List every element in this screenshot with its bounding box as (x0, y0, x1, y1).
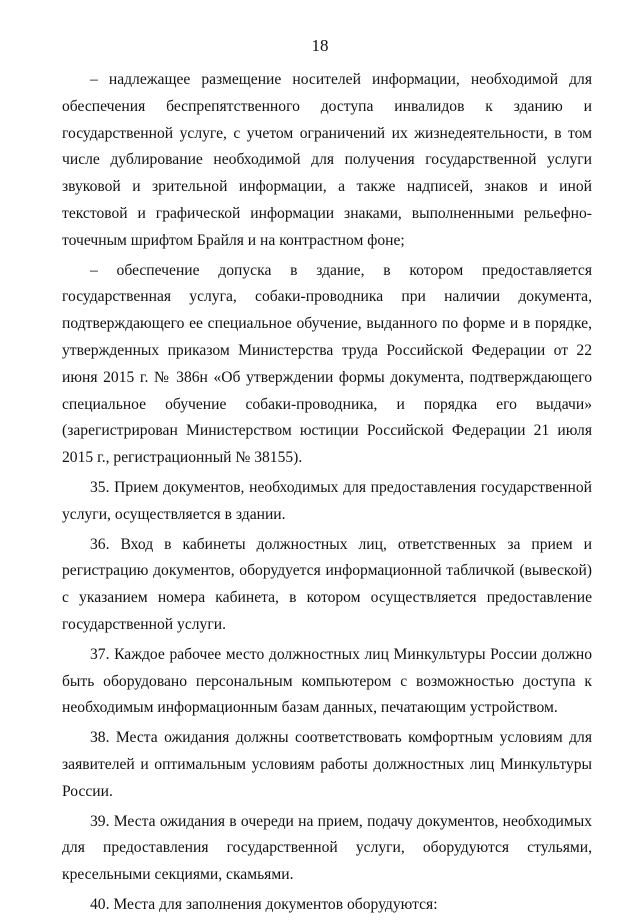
document-body (62, 67, 592, 922)
paragraph-36-office-entrance: 36. Вход в кабинеты должностных лиц, ответственных за прием и регистрацию документов, оборудуется информационной табличкой (вывеской) с указанием номера кабинета, в котором осуществляется предоставление государственной услуги. (62, 535, 592, 633)
paragraph-35-document-reception: 35. Прием документов, необходимых для предоставления государственной услуги, осуществляется в здании. (62, 478, 592, 523)
page-number: 18 (311, 36, 329, 55)
paragraph-39-queue-seating: 39. Места ожидания в очереди на прием, подачу документов, необходимых для предоставления государственной услуги, оборудуются стульями, кресельными секциями, скамьями. (62, 812, 592, 884)
paragraph-37-workplace-equipment: 37. Каждое рабочее место должностных лиц Минкультуры России должно быть оборудовано персональным компьютером с возможностью доступа к необходимым информационным базам данных, печатающим устройством. (62, 645, 592, 717)
paragraph-accessible-information: – надлежащее размещение носителей информации, необходимой для обеспечения беспрепятственного доступа инвалидов к зданию и государственной услуге, с учетом ограничений их жизнедеятельности, в том числе дублирование необходимой для получения государственной услуги звуковой и зрительной информации, а также надписей, знаков и иной текстовой и графической информации знаками, выполненными рельефно-точечным шрифтом Брайля и на контрастном фоне; (62, 71, 592, 249)
paragraph-38-waiting-areas: 38. Места ожидания должны соответствовать комфортным условиям для заявителей и оптимальным условиям работы должностных лиц Минкультуры России. (62, 729, 592, 800)
paragraph-40-document-filling-places: 40. Места для заполнения документов оборудуются: (90, 895, 438, 913)
paragraph-guide-dog-access: – обеспечение допуска в здание, в котором предоставляется государственная услуга, собаки-проводника при наличии документа, подтверждающего ее специальное обучение, выданного по форме и в порядке, утвержденных приказом Министерства труда Российской Федерации от 22 июня 2015 г. № 386н «Об утверждении формы документа, подтверждающего специальное обучение собаки-проводника, и порядка его выдачи» (зарегистрирован Министерством юстиции Российской Федерации 21 июля 2015 г., регистрационный № 38155). (62, 261, 592, 467)
